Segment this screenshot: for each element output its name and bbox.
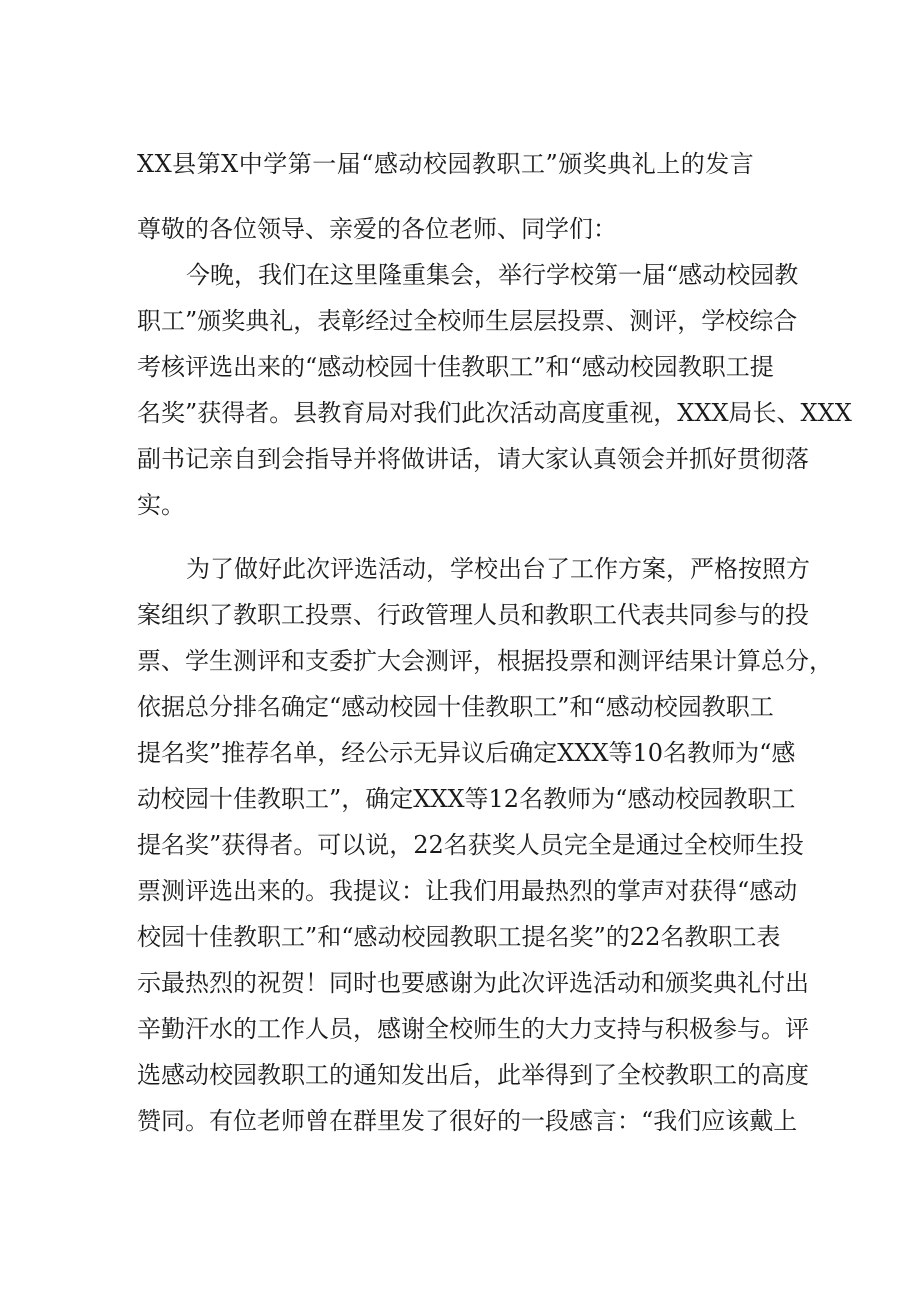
paragraph-2-line: 案组织了教职工投票、行政管理人员和教职工代表共同参与的投	[137, 601, 809, 629]
paragraph-2-line: 票、学生测评和支委扩大会测评，根据投票和测评结果计算总分，	[137, 647, 833, 675]
paragraph-2-line: 选感动校园教职工的通知发出后，此举得到了全校教职工的高度	[137, 1061, 809, 1089]
paragraph-2-line: 校园十佳教职工”和“感动校园教职工提名奖”的22名教职工表	[137, 923, 781, 951]
paragraph-2-line: 票测评选出来的。我提议：让我们用最热烈的掌声对获得“感动	[137, 877, 798, 905]
paragraph-2-line: 示最热烈的祝贺！同时也要感谢为此次评选活动和颁奖典礼付出	[137, 969, 809, 997]
paragraph-2-line: 赞同。有位老师曾在群里发了很好的一段感言：“我们应该戴上	[137, 1107, 798, 1135]
document-title: XX县第X中学第一届“感动校园教职工”颁奖典礼上的发言	[137, 150, 755, 178]
paragraph-1-line: 名奖”获得者。县教育局对我们此次活动高度重视，XXX局长、XXX	[137, 399, 852, 427]
paragraph-2-line: 辛勤汗水的工作人员，感谢全校师生的大力支持与积极参与。评	[137, 1015, 809, 1043]
paragraph-2-line: 动校园十佳教职工”，确定XXX等12名教师为“感动校园教职工	[137, 785, 796, 813]
paragraph-2-line: 提名奖”获得者。可以说，22名获奖人员完全是通过全校师生投	[137, 831, 804, 859]
paragraph-2-line: 依据总分排名确定“感动校园十佳教职工”和“感动校园教职工	[137, 693, 774, 721]
paragraph-1-line: 今晚，我们在这里隆重集会，举行学校第一届“感动校园教	[186, 261, 799, 289]
paragraph-1-line: 考核评选出来的“感动校园十佳教职工”和“感动校园教职工提	[137, 353, 774, 381]
salutation: 尊敬的各位领导、亲爱的各位老师、同学们：	[137, 215, 617, 243]
paragraph-1-line: 副书记亲自到会指导并将做讲话，请大家认真领会并抓好贯彻落	[137, 445, 809, 473]
paragraph-2-line: 提名奖”推荐名单，经公示无异议后确定XXX等10名教师为“感	[137, 739, 796, 767]
paragraph-1-line: 职工”颁奖典礼，表彰经过全校师生层层投票、测评，学校综合	[137, 307, 798, 335]
paragraph-2-line: 为了做好此次评选活动，学校出台了工作方案，严格按照方	[186, 555, 810, 583]
paragraph-1-line: 实。	[137, 491, 185, 519]
